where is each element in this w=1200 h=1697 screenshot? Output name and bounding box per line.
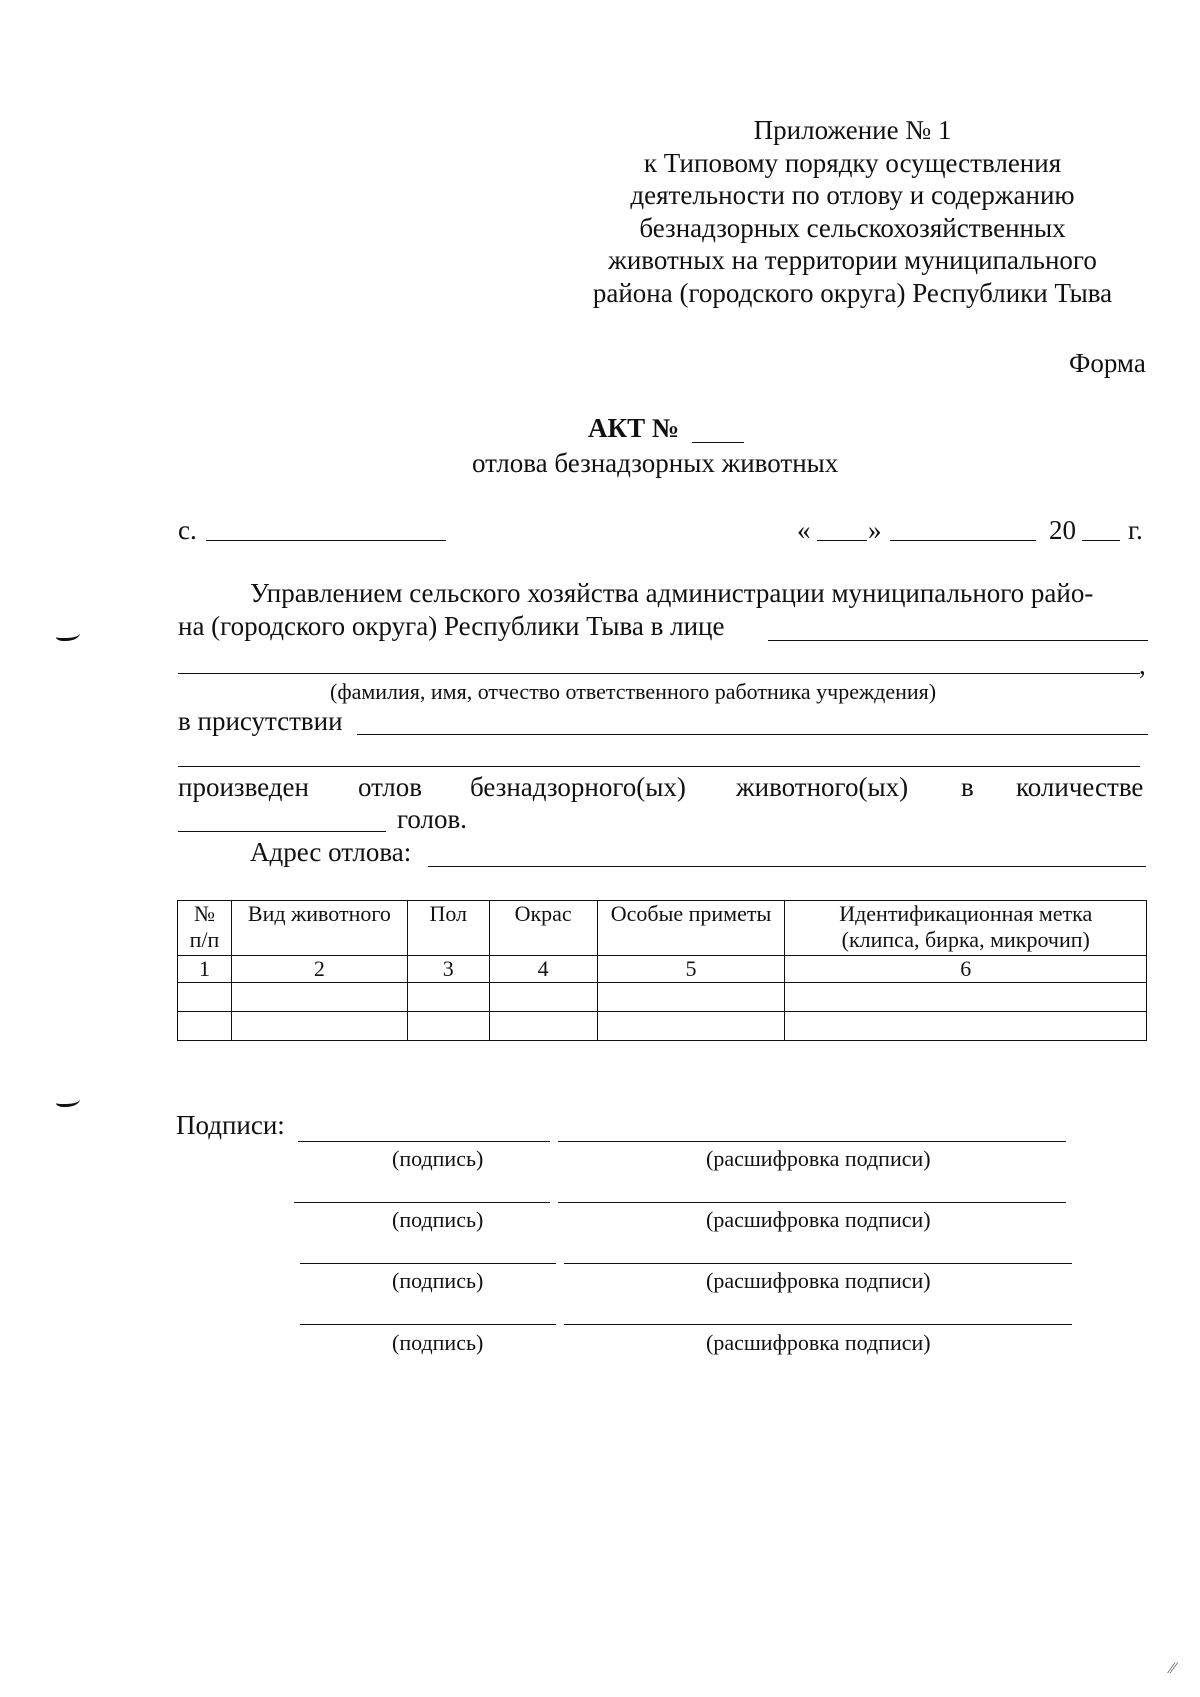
signature-field[interactable] [294,1202,550,1203]
year-prefix: 20 [1049,515,1076,545]
appendix-block [560,114,1145,309]
presence-field-full[interactable] [178,766,1140,767]
responsible-field-inline[interactable] [768,640,1148,641]
signature-decode-field[interactable] [564,1263,1072,1264]
quantity-field[interactable] [178,831,386,832]
appendix-line: безнадзорных сельскохозяйственных [639,212,1066,243]
appendix-line: района (городского округа) Республики Тыва [592,277,1113,308]
year-field[interactable] [1082,540,1120,541]
presence-label: в присутствии [178,706,343,736]
signature-field[interactable] [298,1141,550,1142]
decode-caption: (расшифровка подписи) [706,1207,931,1232]
col-header-species: Вид животного [231,901,407,956]
col-header-marks: Особые приметы [597,901,785,956]
act-number-field[interactable] [692,442,744,443]
corner-mark: ⁄⁄ [1170,1660,1176,1677]
catch-word: животного(ых) [736,772,909,802]
appendix-line: к Типовому порядку осуществления [643,147,1062,178]
table-cell[interactable] [489,983,597,1012]
table-cell[interactable] [407,1012,489,1041]
table-cell[interactable] [785,1012,1147,1041]
appendix-line: деятельности по отлову и содержанию [630,180,1075,210]
decode-caption: (расшифровка подписи) [706,1146,931,1171]
table-cell[interactable] [178,983,232,1012]
act-subtitle: отлова безнадзорных животных [472,448,839,478]
table-cell: 4 [489,956,597,983]
catch-word: отлов [358,772,422,802]
table-cell: 6 [785,956,1147,983]
table-cell: 3 [407,956,489,983]
table-cell[interactable] [597,1012,785,1041]
year-suffix: г. [1128,515,1143,545]
table-cell[interactable] [489,1012,597,1041]
responsible-field-full[interactable] [178,673,1140,674]
col-header-color: Окрас [489,901,597,956]
body-line-2: на (городского округа) Республики Тыва в лице [178,611,725,641]
margin-mark [56,628,80,641]
margin-mark [56,1094,80,1107]
caption-responsible: (фамилия, имя, отчество ответственного работника учреждения) [330,679,937,704]
address-label: Адрес отлова: [250,837,412,867]
signature-decode-field[interactable] [558,1141,1066,1142]
signature-caption: (подпись) [392,1330,484,1355]
address-field[interactable] [428,866,1146,867]
table-row [178,1012,1147,1041]
table-cell[interactable] [407,983,489,1012]
appendix-line: Приложение № 1 [753,115,952,145]
catch-word: количестве [1016,772,1144,802]
col-header-number: № п/п [178,901,232,956]
col-header-sex: Пол [407,901,489,956]
month-field[interactable] [890,540,1036,541]
catch-word: произведен [178,772,309,802]
act-title: АКТ № [588,413,679,443]
table-cell[interactable] [178,1012,232,1041]
signature-caption: (подпись) [392,1268,484,1293]
form-label: Форма [1069,348,1146,378]
table-cell[interactable] [231,1012,407,1041]
catch-word: безнадзорного(ых) [470,772,686,802]
date-open-quote: « [797,515,811,545]
place-prefix: с. [178,515,197,545]
animals-table [177,900,1147,1041]
decode-caption: (расшифровка подписи) [706,1268,931,1293]
presence-field[interactable] [357,734,1148,735]
date-close-quote: » [868,515,882,545]
body-line-1: Управлением сельского хозяйства администрации муниципального райо- [250,578,1094,608]
table-cell: 1 [178,956,232,983]
table-header-row [178,901,1147,956]
heads-label: голов. [397,804,468,834]
signature-field[interactable] [300,1263,556,1264]
table-cell[interactable] [231,983,407,1012]
table-cell: 2 [231,956,407,983]
table-row [178,956,1147,983]
table-cell: 5 [597,956,785,983]
comma: , [1139,650,1146,680]
place-field[interactable] [206,540,446,541]
col-header-id-tag: Идентификационная метка (клипса, бирка, микрочип) [785,901,1147,956]
appendix-line: животных на территории муниципального [608,245,1097,275]
day-field[interactable] [817,540,867,541]
signature-decode-field[interactable] [558,1202,1066,1203]
signatures-label: Подписи: [176,1110,285,1140]
table-cell[interactable] [785,983,1147,1012]
catch-word: в [961,772,974,802]
signature-caption: (подпись) [392,1207,484,1232]
table-cell[interactable] [597,983,785,1012]
signature-caption: (подпись) [392,1146,484,1171]
signature-decode-field[interactable] [564,1324,1072,1325]
table-row [178,983,1147,1012]
signature-field[interactable] [300,1324,556,1325]
decode-caption: (расшифровка подписи) [706,1330,931,1355]
